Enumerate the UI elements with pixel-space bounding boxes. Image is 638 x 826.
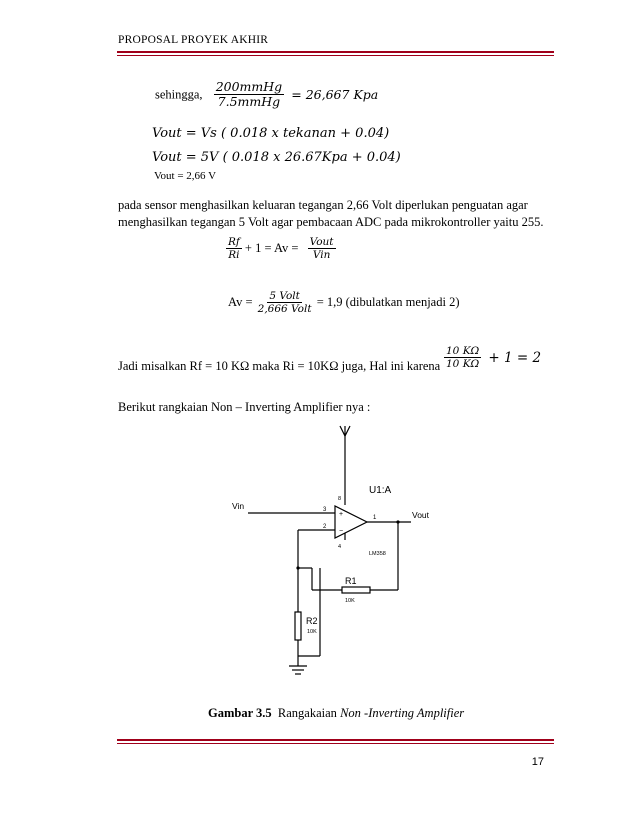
fraction-numerator: Rf (228, 236, 240, 248)
fraction-denominator: 2,666 Volt (257, 303, 312, 316)
pin-3-label: 3 (323, 507, 327, 513)
paragraph-line-2: menghasilkan tegangan 5 Volt agar pembacaan ADC pada mikrokontroller yaitu 255. (118, 215, 544, 229)
equation-result: = 26,667 Kpa (291, 87, 379, 103)
fraction-denominator: 7.5mmHg (217, 94, 281, 110)
equation-middle: + 1 = Av = (244, 241, 299, 256)
figure-caption (208, 706, 464, 721)
caption-label: Gambar 3.5 (208, 706, 272, 720)
minus-symbol: − (339, 528, 344, 535)
footer-rule-thin (117, 743, 554, 744)
pin-8-label: 8 (338, 496, 342, 502)
paragraph-resistor-choice: Jadi misalkan Rf = 10 KΩ maka Ri = 10KΩ juga, Hal ini karena (118, 359, 441, 373)
pin-1-label: 1 (373, 515, 377, 521)
opamp-label: U1:A (369, 485, 392, 496)
paragraph-line-1: pada sensor menghasilkan keluaran tegangan 2,66 Volt diperlukan penguatan agar (118, 198, 528, 212)
r1-resistor-icon (342, 587, 370, 593)
caption-italic: Non -Inverting Amplifier (340, 706, 465, 720)
fraction-denominator: Vin (312, 249, 331, 262)
fraction-numerator: Vout (309, 236, 334, 248)
paragraph-circuit-intro: Berikut rangkaian Non – Inverting Amplifier nya : (118, 400, 371, 414)
fraction-numerator: 200mmHg (215, 79, 283, 94)
pin-2-label: 2 (323, 524, 327, 530)
equation-prefix: sehingga, (155, 87, 203, 102)
fraction-denominator: Ri (228, 249, 240, 262)
running-header: PROPOSAL PROYEK AKHIR (118, 34, 269, 46)
part-number-label: LM358 (369, 551, 386, 557)
footer-rule-thick (117, 739, 554, 741)
plus-symbol: + (339, 511, 344, 518)
r1-value: 10K (345, 598, 355, 604)
r2-value: 10K (307, 629, 317, 635)
fraction-numerator: 5 Volt (269, 290, 300, 302)
r1-label: R1 (345, 576, 357, 586)
page-number: 17 (531, 756, 544, 768)
caption-text: Rangakaian (277, 706, 337, 720)
equation-suffix: + 1 = 2 (488, 349, 542, 366)
fraction-numerator: 10 KΩ (446, 345, 480, 357)
equation-suffix: = 1,9 (dibulatkan menjadi 2) (316, 295, 460, 310)
r2-label: R2 (306, 616, 318, 626)
fraction-denominator: 10 KΩ (446, 358, 480, 371)
equation-vout-substituted: Vout = 5V ( 0.018 x 26.67Kpa + 0.04) (152, 150, 401, 165)
vin-label: Vin (232, 501, 245, 511)
equation-vout-result: Vout = 2,66 V (154, 170, 217, 182)
equation-prefix: Av = (228, 295, 253, 310)
pin-4-label: 4 (338, 544, 342, 550)
equation-vout-formula: Vout = Vs ( 0.018 x tekanan + 0.04) (152, 126, 390, 141)
vout-label: Vout (412, 510, 430, 520)
r2-resistor-icon (295, 612, 301, 640)
